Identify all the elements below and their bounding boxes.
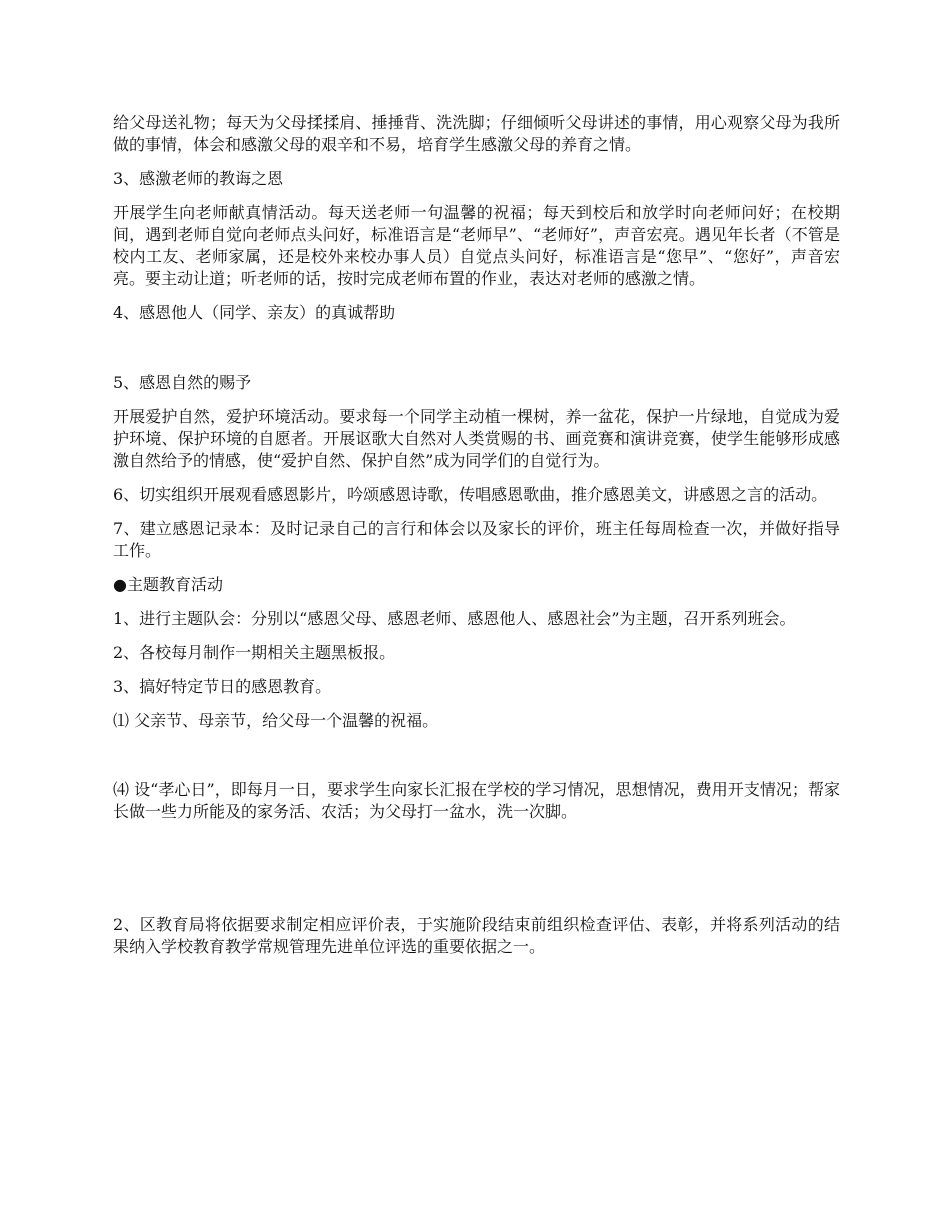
heading-thank-nature: 5、感恩自然的赐予 <box>113 373 252 392</box>
blank-space <box>113 744 840 779</box>
paragraph-record-book: 7、建立感恩记录本：及时记录自己的言行和体会以及家长的评价，班主任每周检查一次，并做好指导工作。 <box>113 519 840 560</box>
document-page <box>113 112 840 970</box>
paragraph-filial-day: ⑷ 设“孝心日”，即每月一日，要求学生向家长汇报在学校的学习情况，思想情况，费用开支情况；帮家长做一些力所能及的家务活、农活；为父母打一盆水，洗一次脚。 <box>113 780 840 821</box>
paragraph-theme-meeting: 1、进行主题队会：分别以“感恩父母、感恩老师、感恩他人、感恩社会”为主题，召开系列班会。 <box>113 609 796 628</box>
paragraph-teacher-activity: 开展学生向老师献真情活动。每天送老师一句温馨的祝福；每天到校后和放学时向老师问好；在校期间，遇到老师自觉向老师点头问好，标准语言是“老师早”、“老师好”，声音宏亮。遇见年长者（不管是校内工友、老师家属，还是校外来校办事人员）自觉点头问好，标准语言是“您早”、“您好”，声音宏亮。要主动让道；听老师的话，按时完成老师布置的作业，表达对老师的感激之情。 <box>113 203 840 288</box>
paragraph-evaluation: 2、区教育局将依据要求制定相应评价表，于实施阶段结束前组织检查评估、表彰，并将系列活动的结果纳入学校教育教学常规管理先进单位评选的重要依据之一。 <box>113 915 840 956</box>
blank-space <box>113 336 840 372</box>
paragraph-films-poems: 6、切实组织开展观看感恩影片，吟颂感恩诗歌，传唱感恩歌曲，推介感恩美文，讲感恩之言的活动。 <box>113 485 828 504</box>
heading-thank-others: 4、感恩他人（同学、亲友）的真诚帮助 <box>113 303 396 322</box>
heading-thank-teachers: 3、感激老师的教诲之恩 <box>113 169 284 188</box>
paragraph-fathers-mothers-day: ⑴ 父亲节、母亲节，给父母一个温馨的祝福。 <box>113 711 439 730</box>
blank-space <box>113 835 840 914</box>
heading-theme-activities: ●主题教育活动 <box>113 575 223 594</box>
paragraph-nature-activity: 开展爱护自然，爱护环境活动。要求每一个同学主动植一棵树，养一盆花，保护一片绿地，自觉成为爱护环境、保护环境的自愿者。开展讴歌大自然对人类赏赐的书、画竞赛和演讲竞赛，使学生能够形成感激自然给予的情感，使“爱护自然、保护自然”成为同学们的自觉行为。 <box>113 407 840 470</box>
paragraph-blackboard: 2、各校每月制作一期相关主题黑板报。 <box>113 643 396 662</box>
paragraph-gift-parents: 给父母送礼物；每天为父母揉揉肩、捶捶背、洗洗脚；仔细倾听父母讲述的事情，用心观察父母为我所做的事情，体会和感激父母的艰辛和不易，培育学生感激父母的养育之情。 <box>113 113 840 154</box>
paragraph-festival-education: 3、搞好特定节日的感恩教育。 <box>113 677 332 696</box>
